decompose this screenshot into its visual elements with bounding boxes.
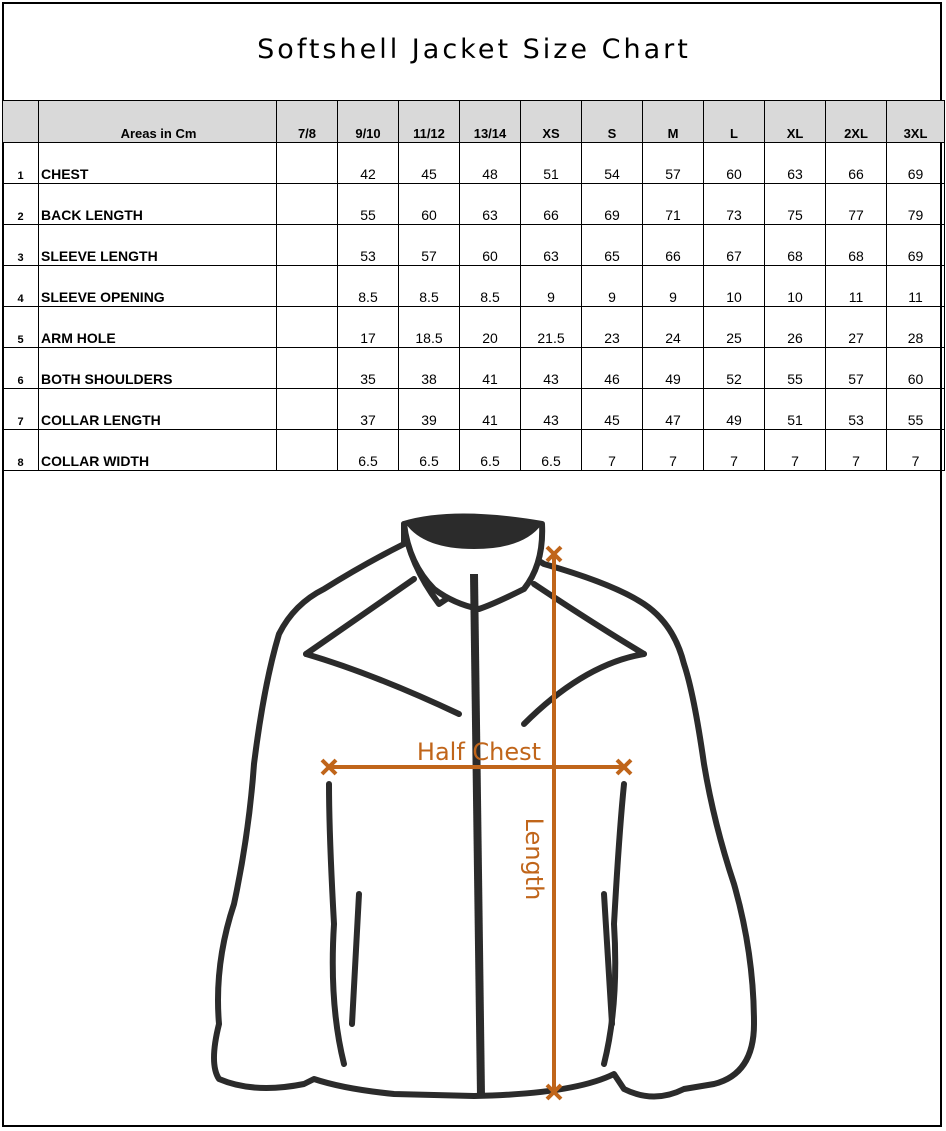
value-cell bbox=[277, 225, 338, 266]
row-area-cell: SLEEVE LENGTH bbox=[39, 225, 277, 266]
row-area-cell: CHEST bbox=[39, 143, 277, 184]
value-cell: 38 bbox=[399, 348, 460, 389]
value-cell: 66 bbox=[521, 184, 582, 225]
value-cell: 54 bbox=[582, 143, 643, 184]
value-cell: 39 bbox=[399, 389, 460, 430]
value-cell: 66 bbox=[826, 143, 887, 184]
header-size-cell: 11/12 bbox=[399, 101, 460, 143]
table-row bbox=[3, 143, 945, 184]
value-cell bbox=[277, 348, 338, 389]
header-size-cell: M bbox=[643, 101, 704, 143]
value-cell: 24 bbox=[643, 307, 704, 348]
value-cell: 67 bbox=[704, 225, 765, 266]
value-cell: 43 bbox=[521, 389, 582, 430]
value-cell: 57 bbox=[826, 348, 887, 389]
value-cell: 28 bbox=[887, 307, 945, 348]
value-cell bbox=[277, 266, 338, 307]
value-cell: 75 bbox=[765, 184, 826, 225]
value-cell: 10 bbox=[765, 266, 826, 307]
value-cell: 60 bbox=[460, 225, 521, 266]
value-cell: 9 bbox=[643, 266, 704, 307]
size-table bbox=[2, 100, 945, 471]
value-cell: 65 bbox=[582, 225, 643, 266]
value-cell: 8.5 bbox=[338, 266, 399, 307]
row-number-cell: 8 bbox=[3, 430, 39, 471]
value-cell: 53 bbox=[338, 225, 399, 266]
page-title: Softshell Jacket Size Chart bbox=[257, 34, 691, 65]
value-cell: 49 bbox=[704, 389, 765, 430]
value-cell: 63 bbox=[765, 143, 826, 184]
value-cell: 47 bbox=[643, 389, 704, 430]
value-cell: 60 bbox=[399, 184, 460, 225]
value-cell: 18.5 bbox=[399, 307, 460, 348]
row-area-cell: BOTH SHOULDERS bbox=[39, 348, 277, 389]
value-cell: 41 bbox=[460, 389, 521, 430]
header-size-cell: L bbox=[704, 101, 765, 143]
value-cell: 6.5 bbox=[399, 430, 460, 471]
header-size-cell: 13/14 bbox=[460, 101, 521, 143]
value-cell: 8.5 bbox=[399, 266, 460, 307]
header-size-cell: 9/10 bbox=[338, 101, 399, 143]
table-header-row bbox=[3, 101, 945, 143]
value-cell: 68 bbox=[826, 225, 887, 266]
table-row bbox=[3, 389, 945, 430]
row-number-cell: 6 bbox=[3, 348, 39, 389]
row-area-cell: BACK LENGTH bbox=[39, 184, 277, 225]
value-cell: 20 bbox=[460, 307, 521, 348]
length-label: Length bbox=[520, 817, 548, 901]
row-number-cell: 2 bbox=[3, 184, 39, 225]
value-cell: 49 bbox=[643, 348, 704, 389]
value-cell: 73 bbox=[704, 184, 765, 225]
value-cell: 7 bbox=[826, 430, 887, 471]
value-cell bbox=[277, 184, 338, 225]
value-cell: 51 bbox=[765, 389, 826, 430]
value-cell: 11 bbox=[887, 266, 945, 307]
zipper bbox=[474, 574, 481, 1096]
row-number-cell: 1 bbox=[3, 143, 39, 184]
row-number-cell: 5 bbox=[3, 307, 39, 348]
value-cell: 43 bbox=[521, 348, 582, 389]
value-cell: 51 bbox=[521, 143, 582, 184]
row-number-cell: 7 bbox=[3, 389, 39, 430]
value-cell: 45 bbox=[582, 389, 643, 430]
value-cell: 42 bbox=[338, 143, 399, 184]
header-size-cell: 7/8 bbox=[277, 101, 338, 143]
value-cell: 21.5 bbox=[521, 307, 582, 348]
value-cell: 26 bbox=[765, 307, 826, 348]
row-number-cell: 3 bbox=[3, 225, 39, 266]
value-cell: 55 bbox=[338, 184, 399, 225]
table-row bbox=[3, 184, 945, 225]
value-cell: 48 bbox=[460, 143, 521, 184]
header-size-cell: S bbox=[582, 101, 643, 143]
header-index-cell bbox=[3, 101, 39, 143]
value-cell: 7 bbox=[643, 430, 704, 471]
half-chest-label: Half Chest bbox=[416, 738, 542, 766]
value-cell: 52 bbox=[704, 348, 765, 389]
table-row bbox=[3, 225, 945, 266]
value-cell: 79 bbox=[887, 184, 945, 225]
value-cell: 55 bbox=[887, 389, 945, 430]
row-area-cell: ARM HOLE bbox=[39, 307, 277, 348]
value-cell: 7 bbox=[887, 430, 945, 471]
jacket-diagram bbox=[194, 504, 764, 1109]
value-cell: 55 bbox=[765, 348, 826, 389]
row-number-cell: 4 bbox=[3, 266, 39, 307]
row-area-cell: COLLAR WIDTH bbox=[39, 430, 277, 471]
value-cell: 66 bbox=[643, 225, 704, 266]
value-cell: 9 bbox=[521, 266, 582, 307]
table-row bbox=[3, 430, 945, 471]
value-cell: 60 bbox=[704, 143, 765, 184]
value-cell: 69 bbox=[887, 143, 945, 184]
value-cell: 37 bbox=[338, 389, 399, 430]
value-cell bbox=[277, 143, 338, 184]
header-size-cell: 3XL bbox=[887, 101, 945, 143]
value-cell: 9 bbox=[582, 266, 643, 307]
value-cell: 68 bbox=[765, 225, 826, 266]
value-cell: 77 bbox=[826, 184, 887, 225]
value-cell: 6.5 bbox=[338, 430, 399, 471]
value-cell: 46 bbox=[582, 348, 643, 389]
value-cell: 35 bbox=[338, 348, 399, 389]
value-cell: 25 bbox=[704, 307, 765, 348]
row-area-cell: SLEEVE OPENING bbox=[39, 266, 277, 307]
value-cell bbox=[277, 430, 338, 471]
header-size-cell: XS bbox=[521, 101, 582, 143]
value-cell: 60 bbox=[887, 348, 945, 389]
value-cell: 63 bbox=[521, 225, 582, 266]
header-size-cell: XL bbox=[765, 101, 826, 143]
value-cell: 7 bbox=[765, 430, 826, 471]
value-cell: 7 bbox=[704, 430, 765, 471]
value-cell: 45 bbox=[399, 143, 460, 184]
header-size-cell: 2XL bbox=[826, 101, 887, 143]
value-cell: 53 bbox=[826, 389, 887, 430]
value-cell: 11 bbox=[826, 266, 887, 307]
table-row bbox=[3, 348, 945, 389]
value-cell: 69 bbox=[887, 225, 945, 266]
value-cell: 71 bbox=[643, 184, 704, 225]
value-cell: 8.5 bbox=[460, 266, 521, 307]
value-cell: 69 bbox=[582, 184, 643, 225]
value-cell bbox=[277, 307, 338, 348]
value-cell: 7 bbox=[582, 430, 643, 471]
value-cell: 6.5 bbox=[521, 430, 582, 471]
row-area-cell: COLLAR LENGTH bbox=[39, 389, 277, 430]
value-cell: 27 bbox=[826, 307, 887, 348]
value-cell: 17 bbox=[338, 307, 399, 348]
value-cell: 6.5 bbox=[460, 430, 521, 471]
value-cell: 10 bbox=[704, 266, 765, 307]
header-area-cell: Areas in Cm bbox=[39, 101, 277, 143]
value-cell: 41 bbox=[460, 348, 521, 389]
value-cell: 63 bbox=[460, 184, 521, 225]
table-row bbox=[3, 266, 945, 307]
size-chart-frame bbox=[2, 2, 942, 1127]
value-cell bbox=[277, 389, 338, 430]
value-cell: 57 bbox=[643, 143, 704, 184]
value-cell: 57 bbox=[399, 225, 460, 266]
table-row bbox=[3, 307, 945, 348]
value-cell: 23 bbox=[582, 307, 643, 348]
